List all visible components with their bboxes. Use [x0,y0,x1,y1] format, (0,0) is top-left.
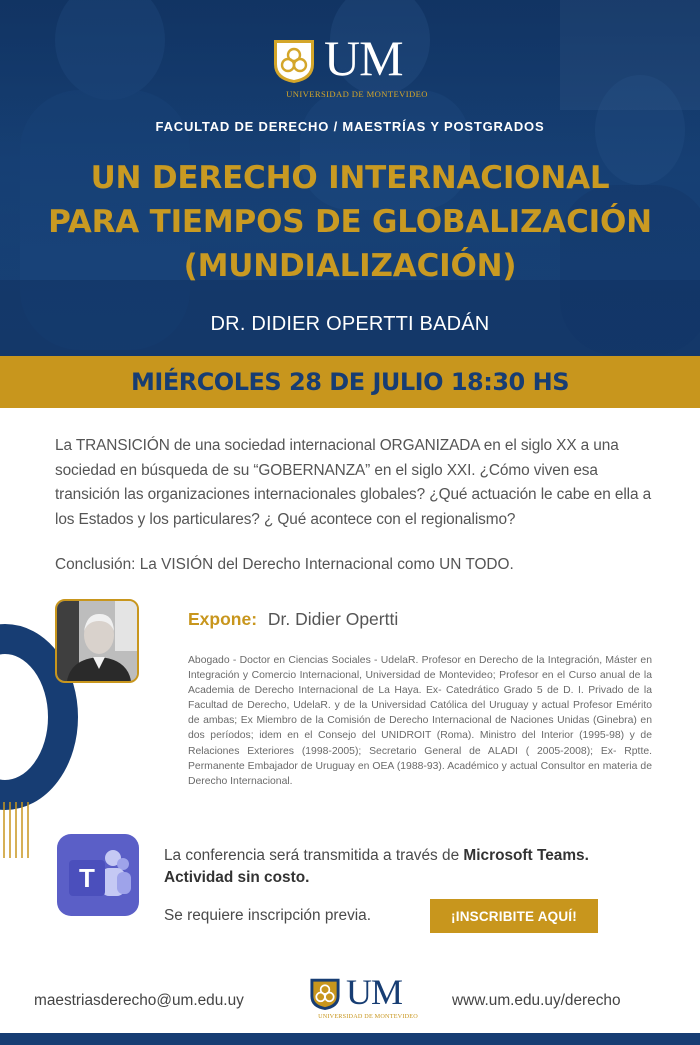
teams-line-2 [164,867,664,889]
date-bar [0,356,700,408]
website-link[interactable]: www.um.edu.uy/derecho [452,992,621,1009]
event-title [0,156,700,288]
footer-um-logo [309,972,427,1023]
title-line-2: PARA TIEMPOS DE GLOBALIZACIÓN [48,204,652,240]
speaker-portrait-icon [57,601,137,681]
footer-bar [0,1033,700,1045]
free-activity: Actividad sin costo. [164,869,310,886]
footer-logo-subtitle: UNIVERSIDAD DE MONTEVIDEO [318,1013,418,1020]
registration-note: Se requiere inscripción previa. [164,907,372,924]
intro-paragraph: La TRANSICIÓN de una sociedad internacional ORGANIZADA en el siglo XX a una sociedad en búsqueda de su “GOBERNANZA” en el siglo XXI. ¿Cómo viven esa transición las organizaciones internacionales globales? ¿Qué actuación le cabe en ella a los Estados y los particulares? ¿ Qué acontece con el regionalismo? [55,437,652,528]
register-button[interactable]: ¡INSCRIBITE AQUÍ! [430,899,598,933]
um-logo [272,30,442,102]
speaker-photo [55,599,139,683]
teams-line-1 [164,845,664,867]
um-emblem-icon [272,38,316,84]
svg-text:T: T [79,863,95,893]
expone-name: Dr. Didier Opertti [267,609,399,629]
speaker-heading: DR. DIDIER OPERTTI BADÁN [210,313,490,335]
contact-email-link[interactable]: maestriasderecho@um.edu.uy [34,992,244,1009]
faculty-heading: FACULTAD DE DERECHO / MAESTRÍAS Y POSTGRADOS [155,119,545,134]
title-line-1: UN DERECHO INTERNACIONAL [90,160,610,196]
um-logo-subtitle: UNIVERSIDAD DE MONTEVIDEO [286,89,428,99]
hero-content [0,0,700,356]
teams-line-1-text: La conferencia será transmitida a través de [164,847,464,864]
speaker-bio: Abogado - Doctor en Ciencias Sociales - UdelaR. Profesor en Derecho de la Integración, Máster en Integración y Comercio Internacional, Universidad de Montevideo; Profesor en el Curso anual de la Academia de Derecho Internacional de La Haya. Ex- Catedrático Grado 5 de D. I. Privado de la Facultad de Derecho, UdelaR. y de la Universidad Católica del Uruguay y actual Profesor Emérito de ambas; Ex Miembro de la Comisión de Derecho Internacional de Naciones Unidas (Ginebra) en dos períodos; idem en el Consejo del UNIDROIT (Roma). Ministro del Interior (1995-98) y de Relaciones Exteriores (1998-2005); Secretario General de ALADI ( 2005-2008); Ex- Rptte. Permanente Embajador de Uruguay en OEA (1988-93). Académico y actual Consultor en materia de Derecho Internacional. [188,655,652,787]
expone-label: Expone: [188,609,258,629]
conclusion-paragraph: Conclusión: La VISIÓN del Derecho Internacional como UN TODO. [55,556,514,573]
title-line-3: (MUNDIALIZACIÓN) [183,248,517,284]
speaker-heading-small [188,609,398,630]
hero-banner [0,0,700,356]
event-date: MIÉRCOLES 28 DE JULIO 18:30 HS [131,368,569,396]
teams-info [164,845,664,889]
um-logo-text: UM [324,30,403,86]
footer-logo-text: UM [346,972,403,1012]
footer-um-emblem-icon [309,977,341,1011]
teams-name: Microsoft Teams. [463,847,589,864]
decorative-gold-lines [0,800,40,860]
microsoft-teams-icon [57,834,139,916]
